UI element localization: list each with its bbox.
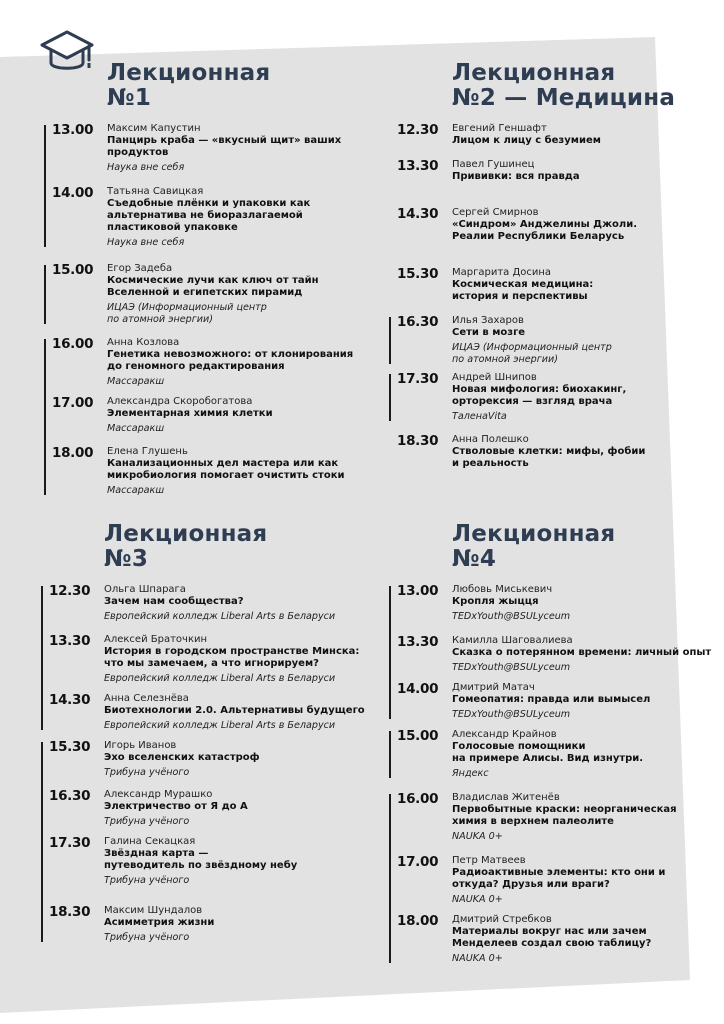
lecture-item [52, 337, 352, 388]
speaker-name: Дмитрий Стребков [452, 914, 552, 925]
lecture-title [452, 867, 717, 891]
lecture-title-line: пластиковой упаковке [107, 222, 238, 233]
lecture-title-line: Канализационных дел мастера или как [107, 458, 339, 469]
speaker-name: Сергей Смирнов [452, 207, 539, 218]
organizer-line: Трибуна учёного [104, 767, 190, 778]
speaker-name: Дмитрий Матач [452, 682, 535, 693]
organizer-line: Наука вне себя [107, 237, 185, 248]
lecture-title-line: микробиология помогает очистить стоки [107, 470, 345, 481]
speaker-name: Игорь Иванов [104, 740, 177, 751]
lecture-title-line: альтернатива не биоразлагаемой [107, 210, 303, 221]
lecture-title [107, 135, 352, 159]
organizer-line: Европейский колледж Liberal Arts в Беларуси [104, 673, 336, 684]
speaker-name: Максим Капустин [107, 123, 201, 134]
lecture-time: 17.00 [52, 395, 94, 411]
lecture-title [452, 219, 697, 243]
organizer [452, 953, 717, 965]
lecture-item [49, 584, 369, 623]
organizer [452, 411, 697, 423]
lecture-item [397, 267, 697, 303]
lecture-title-line: Генетика невозможного: от клонирования [107, 349, 354, 360]
speaker-name: Анна Селезнёва [104, 693, 189, 704]
lecture-title-line: на примере Алисы. Вид изнутри. [452, 753, 644, 764]
session-group-with-divider [397, 584, 717, 721]
lecture-title-line: Сети в мозге [452, 327, 526, 338]
lecture-title-line: Радиоактивные элементы: кто они и [452, 867, 666, 878]
lecture-time: 15.00 [397, 728, 439, 744]
lecture-title [452, 926, 717, 950]
hall-title-line1: Лекционная [452, 521, 616, 547]
lecture-time: 13.30 [397, 158, 439, 174]
organizer-line: по атомной энергии) [452, 354, 558, 365]
lecture-item [397, 207, 697, 243]
lecture-time: 14.00 [397, 681, 439, 697]
organizer-line: ТаленаVita [452, 411, 507, 422]
lecture-title-line: Звёздная карта — [104, 848, 209, 859]
organizer-line: Массаракш [107, 485, 165, 496]
lecture-title-line: Вселенной и египетских пирамид [107, 287, 303, 298]
lecture-title [452, 327, 697, 339]
organizer-line: Массаракш [107, 423, 165, 434]
lecture-title-line: Реалии Республики Беларусь [452, 231, 625, 242]
lecture-title-line: и реальность [452, 458, 529, 469]
speaker-name: Егор Задеба [107, 263, 173, 274]
speaker-name: Ольга Шпарага [104, 584, 186, 595]
speaker-name: Владислав Житенёв [452, 792, 560, 803]
session-group-with-divider [49, 584, 369, 732]
organizer-line: TEDxYouth@BSULyceum [452, 611, 571, 622]
lecture-title [104, 646, 369, 670]
lecture-title-line: Эхо вселенских катастроф [104, 752, 260, 763]
lecture-item [49, 836, 369, 887]
organizer [107, 237, 352, 249]
lecture-time: 16.30 [397, 314, 439, 330]
lecture-item [49, 789, 369, 828]
organizer-line: Наука вне себя [107, 162, 185, 173]
lecture-title-line: История в городском пространстве Минска: [104, 646, 360, 657]
lecture-title-line: продуктов [107, 147, 169, 158]
hall-schedule [49, 584, 369, 944]
organizer [452, 831, 717, 843]
lecture-time: 13.00 [52, 122, 94, 138]
organizer-line: по атомной энергии) [107, 314, 213, 325]
organizer [452, 611, 717, 623]
organizer-line: Яндекс [452, 768, 489, 779]
lecture-time: 16.00 [397, 791, 439, 807]
session-group-with-divider [397, 315, 697, 366]
organizer [104, 720, 369, 732]
lecture-title [104, 917, 369, 929]
session-group-with-divider [49, 740, 369, 944]
lecture-item [52, 446, 352, 497]
lecture-title [452, 596, 717, 608]
lecture-item [49, 905, 369, 944]
organizer-line: Трибуна учёного [104, 932, 190, 943]
lecture-title-line: Кропля жыцця [452, 596, 539, 607]
lecture-title-line: Голосовые помощники [452, 741, 586, 752]
organizer-line: ИЦАЭ (Информационный центр [107, 302, 267, 313]
organizer [107, 162, 352, 174]
lecture-time: 18.30 [397, 433, 439, 449]
lecture-time: 14.30 [397, 206, 439, 222]
organizer-line: TEDxYouth@BSULyceum [452, 709, 571, 720]
lecture-title [107, 275, 352, 299]
hall-schedule [397, 123, 697, 470]
hall-1 [52, 61, 352, 497]
organizer [107, 485, 352, 497]
speaker-name: Александра Скоробогатова [107, 396, 253, 407]
lecture-item [49, 693, 369, 732]
lecture-title-line: химия в верхнем палеолите [452, 816, 614, 827]
lecture-title [104, 848, 369, 872]
hall-2 [397, 61, 697, 470]
lecture-title-line: Зачем нам сообщества? [104, 596, 244, 607]
session-group-with-divider [397, 729, 717, 780]
lecture-title [104, 752, 369, 764]
speaker-name: Илья Захаров [452, 315, 524, 326]
lecture-item [397, 584, 717, 623]
speaker-name: Любовь Миськевич [452, 584, 553, 595]
lecture-item [397, 434, 697, 470]
lecture-title-line: Прививки: вся правда [452, 171, 580, 182]
lecture-time: 17.00 [397, 854, 439, 870]
speaker-name: Андрей Шнипов [452, 372, 537, 383]
lecture-title-line: Космические лучи как ключ от тайн [107, 275, 319, 286]
lecture-item [52, 263, 352, 326]
session-group-with-divider [52, 263, 352, 326]
lecture-title-line: Стволовые клетки: мифы, фобии [452, 446, 646, 457]
organizer-line: NAUKA 0+ [452, 831, 503, 842]
lecture-time: 14.30 [49, 692, 91, 708]
lecture-item [52, 123, 352, 174]
lecture-item [397, 372, 697, 423]
lecture-title-line: история и перспективы [452, 291, 588, 302]
lecture-title-line: Сказка о потерянном времени: личный опыт [452, 647, 712, 658]
lecture-title [107, 458, 352, 482]
session-group [397, 434, 697, 470]
lecture-title [107, 198, 352, 234]
lecture-title [104, 801, 369, 813]
lecture-title [452, 446, 697, 470]
lecture-title [452, 741, 717, 765]
speaker-name: Елена Глушень [107, 446, 188, 457]
hall-heading [49, 522, 369, 572]
speaker-name: Александр Крайнов [452, 729, 557, 740]
hall-schedule [52, 123, 352, 497]
lecture-title-line: Лицом к лицу с безумием [452, 135, 601, 146]
speaker-name: Александр Мурашко [104, 789, 213, 800]
lecture-item [52, 186, 352, 249]
lecture-time: 14.00 [52, 185, 94, 201]
lecture-title-line: Новая мифология: биохакинг, [452, 384, 627, 395]
lecture-item [397, 914, 717, 965]
lecture-title-line: что мы замечаем, а что игнорируем? [104, 658, 319, 669]
lecture-item [397, 315, 697, 366]
lecture-title [452, 694, 717, 706]
speaker-name: Евгений Геншафт [452, 123, 547, 134]
lecture-time: 16.00 [52, 336, 94, 352]
lecture-time: 12.30 [397, 122, 439, 138]
lecture-title-line: Съедобные плёнки и упаковки как [107, 198, 311, 209]
lecture-title-line: Панцирь краба — «вкусный щит» ваших [107, 135, 342, 146]
lecture-title-line: орторексия — взгляд врача [452, 396, 613, 407]
lecture-time: 13.30 [397, 634, 439, 650]
lecture-title-line: Материалы вокруг нас или зачем [452, 926, 647, 937]
lecture-title [104, 596, 369, 608]
lecture-time: 16.30 [49, 788, 91, 804]
lecture-time: 13.30 [49, 633, 91, 649]
lecture-title [452, 171, 697, 183]
lecture-item [397, 682, 717, 721]
organizer-line: Трибуна учёного [104, 875, 190, 886]
hall-title-line2: №1 [107, 85, 152, 111]
lecture-title [107, 349, 352, 373]
speaker-name: Камилла Шаговалиева [452, 635, 573, 646]
organizer [452, 709, 717, 721]
lecture-time: 18.30 [49, 904, 91, 920]
lecture-item [397, 635, 717, 674]
lecture-time: 17.30 [49, 835, 91, 851]
hall-4 [397, 522, 717, 965]
lecture-title [452, 135, 697, 147]
organizer-line: Трибуна учёного [104, 816, 190, 827]
organizer [104, 816, 369, 828]
lecture-time: 13.00 [397, 583, 439, 599]
lecture-title-line: Космическая медицина: [452, 279, 594, 290]
organizer [107, 376, 352, 388]
hall-title-line1: Лекционная [107, 60, 271, 86]
lecture-time: 18.00 [397, 913, 439, 929]
lecture-item [397, 123, 697, 147]
lecture-item [397, 159, 697, 183]
hall-heading [397, 61, 697, 111]
lecture-title [104, 705, 369, 717]
lecture-title-line: путеводитель по звёздному небу [104, 860, 298, 871]
organizer-line: Массаракш [107, 376, 165, 387]
organizer [104, 611, 369, 623]
lecture-item [52, 396, 352, 435]
lecture-title-line: Менделеев создал свою таблицу? [452, 938, 652, 949]
lecture-title [452, 647, 717, 659]
lecture-title [452, 804, 717, 828]
lecture-title [452, 279, 697, 303]
organizer [104, 932, 369, 944]
speaker-name: Петр Матвеев [452, 855, 526, 866]
lecture-title-line: Первобытные краски: неорганическая [452, 804, 677, 815]
organizer [107, 423, 352, 435]
speaker-name: Анна Козлова [107, 337, 180, 348]
lecture-item [397, 729, 717, 780]
lecture-time: 17.30 [397, 371, 439, 387]
lecture-item [397, 792, 717, 843]
hall-title-line1: Лекционная [452, 60, 616, 86]
lecture-item [397, 855, 717, 906]
session-group-with-divider [397, 792, 717, 965]
organizer [452, 662, 717, 674]
lecture-title-line: Асимметрия жизни [104, 917, 215, 928]
session-group-with-divider [52, 337, 352, 497]
organizer [452, 342, 697, 366]
hall-title-line2: №3 [104, 546, 149, 572]
organizer [452, 894, 717, 906]
lecture-title-line: откуда? Друзья или враги? [452, 879, 610, 890]
lecture-title-line: до геномного редактирования [107, 361, 285, 372]
hall-title-line2: №4 [452, 546, 497, 572]
session-group-with-divider [52, 123, 352, 249]
hall-title-line2: №2 — Медицина [452, 85, 676, 111]
organizer-line: Европейский колледж Liberal Arts в Беларуси [104, 611, 336, 622]
lecture-title-line: Биотехнологии 2.0. Альтернативы будущего [104, 705, 365, 716]
speaker-name: Галина Секацкая [104, 836, 196, 847]
speaker-name: Маргарита Досина [452, 267, 552, 278]
lecture-time: 15.30 [49, 739, 91, 755]
speaker-name: Алексей Браточкин [104, 634, 208, 645]
organizer [104, 875, 369, 887]
organizer-line: TEDxYouth@BSULyceum [452, 662, 571, 673]
hall-3 [49, 522, 369, 944]
lecture-title-line: Гомеопатия: правда или вымысел [452, 694, 651, 705]
organizer [104, 673, 369, 685]
lecture-item [49, 634, 369, 685]
speaker-name: Татьяна Савицкая [107, 186, 204, 197]
speaker-name: Анна Полешко [452, 434, 529, 445]
lecture-time: 12.30 [49, 583, 91, 599]
hall-schedule [397, 584, 717, 965]
lecture-title-line: «Синдром» Анджелины Джоли. [452, 219, 638, 230]
lecture-title-line: Элементарная химия клетки [107, 408, 273, 419]
session-group-with-divider [397, 372, 697, 423]
organizer [104, 767, 369, 779]
speaker-name: Максим Шундалов [104, 905, 203, 916]
lecture-item [49, 740, 369, 779]
organizer-line: NAUKA 0+ [452, 953, 503, 964]
hall-title-line1: Лекционная [104, 521, 268, 547]
hall-heading [397, 522, 717, 572]
session-group [397, 123, 697, 303]
lecture-time: 18.00 [52, 445, 94, 461]
organizer [107, 302, 352, 326]
lecture-title [452, 384, 697, 408]
hall-heading [52, 61, 352, 111]
organizer [452, 768, 717, 780]
organizer-line: ИЦАЭ (Информационный центр [452, 342, 612, 353]
lecture-title [107, 408, 352, 420]
organizer-line: NAUKA 0+ [452, 894, 503, 905]
lecture-time: 15.30 [397, 266, 439, 282]
lecture-title-line: Электричество от Я до А [104, 801, 248, 812]
speaker-name: Павел Гушинец [452, 159, 535, 170]
lecture-time: 15.00 [52, 262, 94, 278]
organizer-line: Европейский колледж Liberal Arts в Беларуси [104, 720, 336, 731]
